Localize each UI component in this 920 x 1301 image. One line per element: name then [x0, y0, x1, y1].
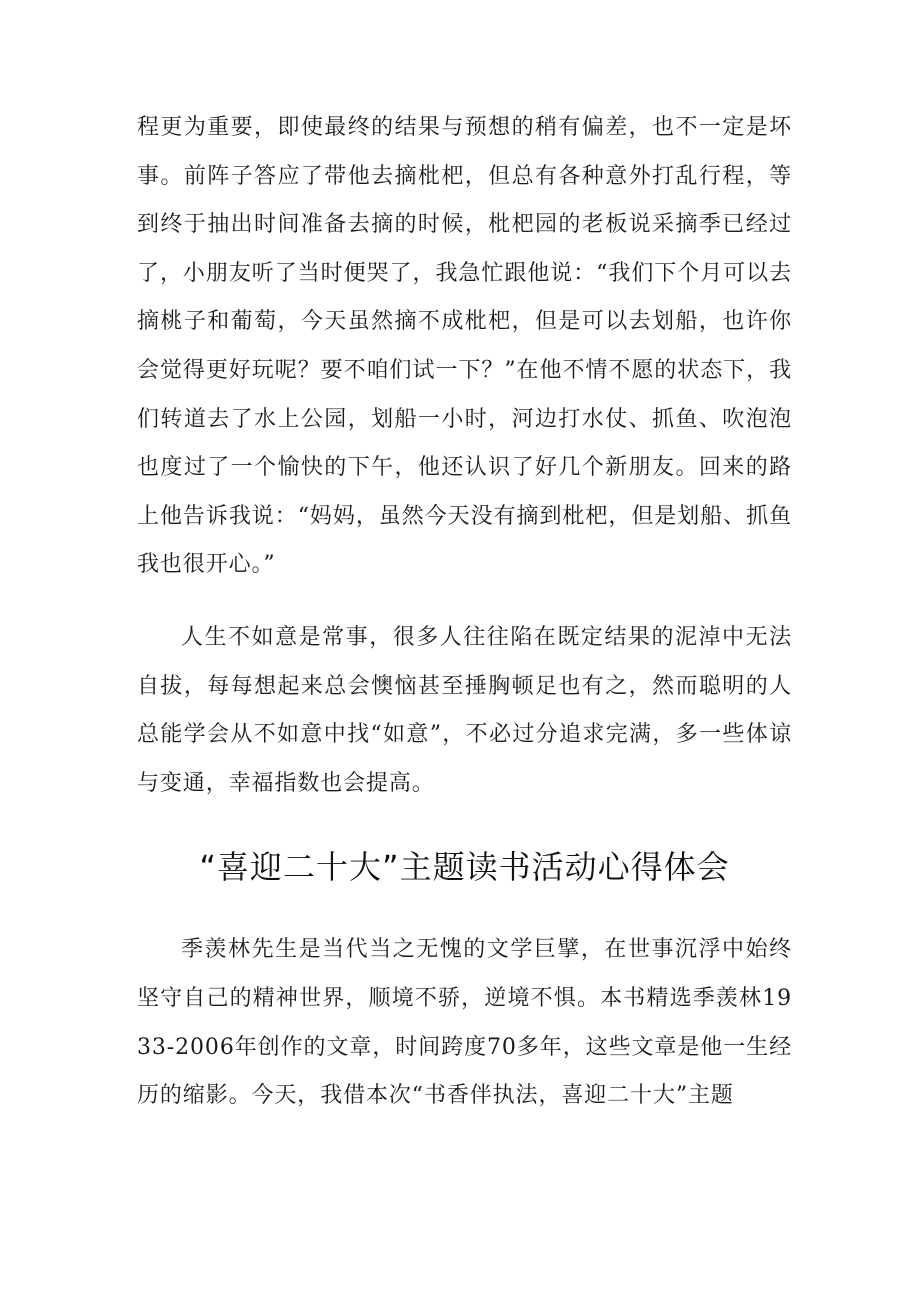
paragraph-reflection: 人生不如意是常事，很多人往往陷在既定结果的泥淖中无法自拔，每每想起来总会懊恼甚至捶胸顿足也有之，然而聪明的人总能学会从不如意中找“如意”，不必过分追求完满，多一些体谅与变通，幸福指数也会提高。: [137, 624, 792, 796]
paragraph-continuation: 程更为重要，即使最终的结果与预想的稍有偏差，也不一定是坏事。前阵子答应了带他去摘枇杷，但总有各种意外打乱行程，等到终于抽出时间准备去摘的时候，枇杷园的老板说采摘季已经过了，小朋友听了当时便哭了，我急忙跟他说：“我们下个月可以去摘桃子和葡萄，今天虽然摘不成枇杷，但是可以去划船，也许你会觉得更好玩呢？要不咱们试一下？”在他不情不愿的状态下，我们转道去了水上公园，划船一小时，河边打水仗、抓鱼、吹泡泡也度过了一个愉快的下午，他还认识了好几个新朋友。回来的路上他告诉我说：“妈妈，虽然今天没有摘到枇杷，但是划船、抓鱼我也很开心。”: [137, 115, 792, 578]
paragraph-intro: 季羡林先生是当代当之无愧的文学巨擘，在世事沉浮中始终坚守自己的精神世界，顺境不骄，逆境不惧。本书精选季羡林1933-2006年创作的文章，时间跨度70多年，这些文章是他一生经历的缩影。今天，我借本次“书香伴执法，喜迎二十大”主题: [137, 937, 792, 1109]
section-heading: “喜迎二十大”主题读书活动心得体会: [199, 848, 730, 887]
document-body: [137, 104, 792, 1121]
paragraph-spacer: [137, 590, 792, 614]
